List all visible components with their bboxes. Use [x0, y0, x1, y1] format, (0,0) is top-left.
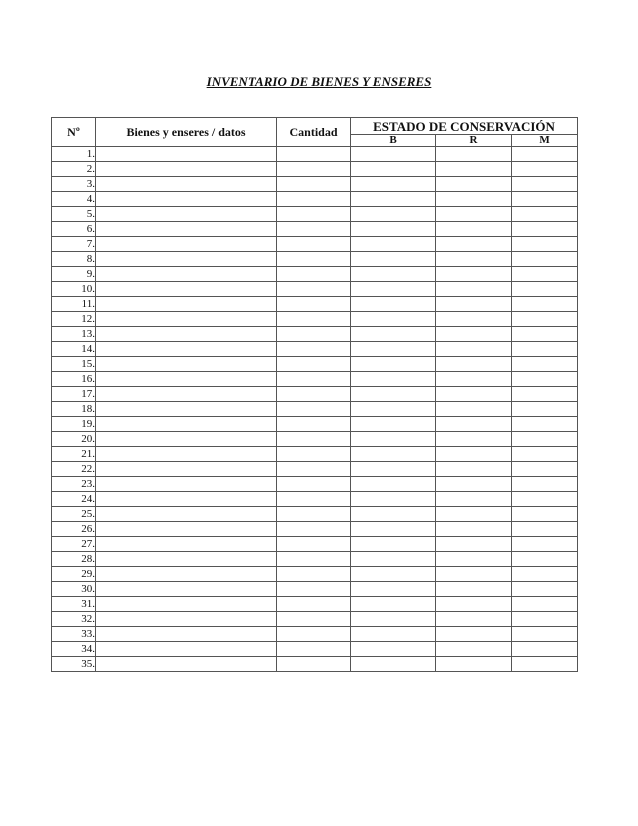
condition-bad-cell[interactable]: [512, 552, 578, 567]
condition-bad-cell[interactable]: [512, 342, 578, 357]
item-cell[interactable]: [96, 657, 277, 672]
condition-good-cell[interactable]: [351, 477, 436, 492]
row-number: 15.: [52, 357, 96, 372]
condition-regular-cell[interactable]: [436, 522, 512, 537]
condition-regular-cell[interactable]: [436, 372, 512, 387]
table-row: [52, 192, 578, 207]
table-row: [52, 372, 578, 387]
condition-good-cell[interactable]: [351, 582, 436, 597]
table-row: [52, 612, 578, 627]
row-number: 17.: [52, 387, 96, 402]
condition-regular-cell[interactable]: [436, 387, 512, 402]
quantity-cell[interactable]: [277, 447, 351, 462]
row-number: 30.: [52, 582, 96, 597]
item-cell[interactable]: [96, 237, 277, 252]
table-row: [52, 207, 578, 222]
row-number: 14.: [52, 342, 96, 357]
condition-bad-cell[interactable]: [512, 597, 578, 612]
quantity-cell[interactable]: [277, 462, 351, 477]
item-cell[interactable]: [96, 387, 277, 402]
item-cell[interactable]: [96, 312, 277, 327]
condition-regular-cell[interactable]: [436, 507, 512, 522]
condition-regular-cell[interactable]: [436, 222, 512, 237]
condition-regular-cell[interactable]: [436, 312, 512, 327]
condition-regular-cell[interactable]: [436, 297, 512, 312]
table-row: [52, 312, 578, 327]
condition-good-cell[interactable]: [351, 282, 436, 297]
condition-good-cell[interactable]: [351, 417, 436, 432]
item-cell[interactable]: [96, 162, 277, 177]
row-number: 20.: [52, 432, 96, 447]
condition-good-cell[interactable]: [351, 162, 436, 177]
row-number: 24.: [52, 492, 96, 507]
condition-regular-cell[interactable]: [436, 357, 512, 372]
item-cell[interactable]: [96, 597, 277, 612]
inventory-table: [51, 117, 578, 672]
item-cell[interactable]: [96, 552, 277, 567]
quantity-cell[interactable]: [277, 417, 351, 432]
quantity-cell[interactable]: [277, 222, 351, 237]
row-number: 8.: [52, 252, 96, 267]
condition-bad-cell[interactable]: [512, 522, 578, 537]
condition-bad-cell[interactable]: [512, 252, 578, 267]
condition-regular-cell[interactable]: [436, 537, 512, 552]
table-row: [52, 162, 578, 177]
condition-good-cell[interactable]: [351, 207, 436, 222]
condition-regular-cell[interactable]: [436, 432, 512, 447]
condition-good-cell[interactable]: [351, 642, 436, 657]
item-cell[interactable]: [96, 522, 277, 537]
row-number: 16.: [52, 372, 96, 387]
quantity-cell[interactable]: [277, 507, 351, 522]
quantity-cell[interactable]: [277, 192, 351, 207]
item-cell[interactable]: [96, 567, 277, 582]
condition-regular-cell[interactable]: [436, 447, 512, 462]
quantity-cell[interactable]: [277, 522, 351, 537]
table-row: [52, 597, 578, 612]
row-number: 34.: [52, 642, 96, 657]
condition-good-cell[interactable]: [351, 537, 436, 552]
condition-bad-cell[interactable]: [512, 507, 578, 522]
row-number: 13.: [52, 327, 96, 342]
quantity-cell[interactable]: [277, 657, 351, 672]
quantity-cell[interactable]: [277, 582, 351, 597]
table-row: [52, 402, 578, 417]
item-cell[interactable]: [96, 417, 277, 432]
condition-regular-cell[interactable]: [436, 402, 512, 417]
quantity-cell[interactable]: [277, 612, 351, 627]
table-row: [52, 522, 578, 537]
item-cell[interactable]: [96, 627, 277, 642]
table-row: [52, 582, 578, 597]
table-row: [52, 177, 578, 192]
item-cell[interactable]: [96, 327, 277, 342]
item-cell[interactable]: [96, 612, 277, 627]
quantity-cell[interactable]: [277, 327, 351, 342]
quantity-cell[interactable]: [277, 627, 351, 642]
row-number: 21.: [52, 447, 96, 462]
quantity-cell[interactable]: [277, 387, 351, 402]
row-number: 4.: [52, 192, 96, 207]
quantity-cell[interactable]: [277, 537, 351, 552]
condition-bad-cell[interactable]: [512, 492, 578, 507]
item-cell[interactable]: [96, 477, 277, 492]
table-row: [52, 417, 578, 432]
condition-bad-cell[interactable]: [512, 237, 578, 252]
quantity-cell[interactable]: [277, 402, 351, 417]
row-number: 6.: [52, 222, 96, 237]
condition-good-cell[interactable]: [351, 387, 436, 402]
table-row: [52, 642, 578, 657]
quantity-cell[interactable]: [277, 252, 351, 267]
condition-regular-cell[interactable]: [436, 147, 512, 162]
condition-good-cell[interactable]: [351, 432, 436, 447]
document-title: INVENTARIO DE BIENES Y ENSERES: [206, 74, 432, 89]
row-number: 1.: [52, 147, 96, 162]
quantity-cell[interactable]: [277, 162, 351, 177]
condition-regular-cell[interactable]: [436, 192, 512, 207]
condition-bad-cell[interactable]: [512, 147, 578, 162]
header-item: Bienes y enseres / datos: [96, 118, 277, 147]
condition-good-cell[interactable]: [351, 507, 436, 522]
condition-good-cell[interactable]: [351, 237, 436, 252]
quantity-cell[interactable]: [277, 492, 351, 507]
condition-bad-cell[interactable]: [512, 462, 578, 477]
table-row: [52, 327, 578, 342]
item-cell[interactable]: [96, 147, 277, 162]
condition-good-cell[interactable]: [351, 627, 436, 642]
condition-good-cell[interactable]: [351, 297, 436, 312]
condition-bad-cell[interactable]: [512, 372, 578, 387]
item-cell[interactable]: [96, 177, 277, 192]
condition-good-cell[interactable]: [351, 402, 436, 417]
quantity-cell[interactable]: [277, 297, 351, 312]
row-number: 29.: [52, 567, 96, 582]
table-row: [52, 627, 578, 642]
row-number: 11.: [52, 297, 96, 312]
condition-good-cell[interactable]: [351, 312, 436, 327]
condition-bad-cell[interactable]: [512, 567, 578, 582]
condition-bad-cell[interactable]: [512, 357, 578, 372]
condition-regular-cell[interactable]: [436, 612, 512, 627]
quantity-cell[interactable]: [277, 267, 351, 282]
row-number: 26.: [52, 522, 96, 537]
table-row: [52, 342, 578, 357]
condition-good-cell[interactable]: [351, 552, 436, 567]
condition-regular-cell[interactable]: [436, 567, 512, 582]
item-cell[interactable]: [96, 372, 277, 387]
condition-regular-cell[interactable]: [436, 657, 512, 672]
row-number: 22.: [52, 462, 96, 477]
condition-good-cell[interactable]: [351, 597, 436, 612]
condition-regular-cell[interactable]: [436, 282, 512, 297]
row-number: 5.: [52, 207, 96, 222]
item-cell[interactable]: [96, 447, 277, 462]
row-number: 28.: [52, 552, 96, 567]
table-row: [52, 552, 578, 567]
condition-good-cell[interactable]: [351, 372, 436, 387]
condition-good-cell[interactable]: [351, 612, 436, 627]
condition-bad-cell[interactable]: [512, 267, 578, 282]
condition-regular-cell[interactable]: [436, 417, 512, 432]
header-condition-regular: R: [436, 135, 512, 147]
quantity-cell[interactable]: [277, 432, 351, 447]
item-cell[interactable]: [96, 582, 277, 597]
table-row: [52, 267, 578, 282]
row-number: 18.: [52, 402, 96, 417]
header-condition: ESTADO DE CONSERVACIÓN: [351, 118, 578, 135]
quantity-cell[interactable]: [277, 177, 351, 192]
quantity-cell[interactable]: [277, 642, 351, 657]
row-number: 27.: [52, 537, 96, 552]
condition-good-cell[interactable]: [351, 222, 436, 237]
table-row: [52, 252, 578, 267]
condition-bad-cell[interactable]: [512, 387, 578, 402]
condition-regular-cell[interactable]: [436, 492, 512, 507]
row-number: 31.: [52, 597, 96, 612]
row-number: 7.: [52, 237, 96, 252]
condition-bad-cell[interactable]: [512, 297, 578, 312]
table-row: [52, 492, 578, 507]
quantity-cell[interactable]: [277, 567, 351, 582]
table-row: [52, 447, 578, 462]
condition-regular-cell[interactable]: [436, 207, 512, 222]
condition-good-cell[interactable]: [351, 147, 436, 162]
item-cell[interactable]: [96, 462, 277, 477]
row-number: 9.: [52, 267, 96, 282]
condition-good-cell[interactable]: [351, 447, 436, 462]
condition-regular-cell[interactable]: [436, 582, 512, 597]
table-row: [52, 282, 578, 297]
item-cell[interactable]: [96, 207, 277, 222]
quantity-cell[interactable]: [277, 552, 351, 567]
item-cell[interactable]: [96, 357, 277, 372]
quantity-cell[interactable]: [277, 312, 351, 327]
header-condition-bad: M: [512, 135, 578, 147]
condition-good-cell[interactable]: [351, 357, 436, 372]
condition-bad-cell[interactable]: [512, 612, 578, 627]
condition-bad-cell[interactable]: [512, 582, 578, 597]
item-cell[interactable]: [96, 432, 277, 447]
condition-regular-cell[interactable]: [436, 642, 512, 657]
condition-bad-cell[interactable]: [512, 162, 578, 177]
quantity-cell[interactable]: [277, 477, 351, 492]
item-cell[interactable]: [96, 297, 277, 312]
condition-regular-cell[interactable]: [436, 177, 512, 192]
condition-regular-cell[interactable]: [436, 267, 512, 282]
inventory-rows: [52, 147, 578, 672]
header-quantity: Cantidad: [277, 118, 351, 147]
condition-bad-cell[interactable]: [512, 312, 578, 327]
condition-bad-cell[interactable]: [512, 177, 578, 192]
condition-regular-cell[interactable]: [436, 342, 512, 357]
quantity-cell[interactable]: [277, 207, 351, 222]
condition-bad-cell[interactable]: [512, 447, 578, 462]
row-number: 25.: [52, 507, 96, 522]
row-number: 33.: [52, 627, 96, 642]
table-row: [52, 462, 578, 477]
row-number: 3.: [52, 177, 96, 192]
item-cell[interactable]: [96, 267, 277, 282]
condition-good-cell[interactable]: [351, 327, 436, 342]
condition-regular-cell[interactable]: [436, 237, 512, 252]
condition-regular-cell[interactable]: [436, 162, 512, 177]
condition-good-cell[interactable]: [351, 267, 436, 282]
condition-good-cell[interactable]: [351, 252, 436, 267]
condition-bad-cell[interactable]: [512, 207, 578, 222]
condition-bad-cell[interactable]: [512, 402, 578, 417]
condition-good-cell[interactable]: [351, 342, 436, 357]
table-row: [52, 297, 578, 312]
item-cell[interactable]: [96, 492, 277, 507]
header-number: Nº: [52, 118, 96, 147]
condition-bad-cell[interactable]: [512, 192, 578, 207]
table-row: [52, 432, 578, 447]
item-cell[interactable]: [96, 537, 277, 552]
item-cell[interactable]: [96, 507, 277, 522]
item-cell[interactable]: [96, 282, 277, 297]
condition-bad-cell[interactable]: [512, 432, 578, 447]
condition-good-cell[interactable]: [351, 657, 436, 672]
item-cell[interactable]: [96, 192, 277, 207]
quantity-cell[interactable]: [277, 282, 351, 297]
quantity-cell[interactable]: [277, 597, 351, 612]
item-cell[interactable]: [96, 222, 277, 237]
header-condition-good: B: [351, 135, 436, 147]
condition-regular-cell[interactable]: [436, 252, 512, 267]
condition-bad-cell[interactable]: [512, 417, 578, 432]
table-row: [52, 147, 578, 162]
condition-bad-cell[interactable]: [512, 327, 578, 342]
table-row: [52, 237, 578, 252]
row-number: 12.: [52, 312, 96, 327]
condition-bad-cell[interactable]: [512, 642, 578, 657]
row-number: 23.: [52, 477, 96, 492]
condition-good-cell[interactable]: [351, 192, 436, 207]
condition-good-cell[interactable]: [351, 567, 436, 582]
quantity-cell[interactable]: [277, 372, 351, 387]
table-row: [52, 507, 578, 522]
table-row: [52, 477, 578, 492]
row-number: 32.: [52, 612, 96, 627]
quantity-cell[interactable]: [277, 237, 351, 252]
condition-regular-cell[interactable]: [436, 327, 512, 342]
table-row: [52, 537, 578, 552]
table-row: [52, 222, 578, 237]
table-row: [52, 567, 578, 582]
condition-bad-cell[interactable]: [512, 282, 578, 297]
condition-regular-cell[interactable]: [436, 552, 512, 567]
quantity-cell[interactable]: [277, 342, 351, 357]
condition-regular-cell[interactable]: [436, 462, 512, 477]
row-number: 35.: [52, 657, 96, 672]
condition-good-cell[interactable]: [351, 522, 436, 537]
condition-bad-cell[interactable]: [512, 627, 578, 642]
item-cell[interactable]: [96, 342, 277, 357]
item-cell[interactable]: [96, 642, 277, 657]
row-number: 10.: [52, 282, 96, 297]
condition-good-cell[interactable]: [351, 492, 436, 507]
condition-regular-cell[interactable]: [436, 597, 512, 612]
condition-bad-cell[interactable]: [512, 222, 578, 237]
row-number: 2.: [52, 162, 96, 177]
condition-bad-cell[interactable]: [512, 537, 578, 552]
condition-bad-cell[interactable]: [512, 477, 578, 492]
condition-good-cell[interactable]: [351, 177, 436, 192]
table-row: [52, 657, 578, 672]
row-number: 19.: [52, 417, 96, 432]
quantity-cell[interactable]: [277, 147, 351, 162]
item-cell[interactable]: [96, 252, 277, 267]
condition-regular-cell[interactable]: [436, 477, 512, 492]
item-cell[interactable]: [96, 402, 277, 417]
condition-regular-cell[interactable]: [436, 627, 512, 642]
table-row: [52, 357, 578, 372]
quantity-cell[interactable]: [277, 357, 351, 372]
condition-good-cell[interactable]: [351, 462, 436, 477]
condition-bad-cell[interactable]: [512, 657, 578, 672]
table-row: [52, 387, 578, 402]
